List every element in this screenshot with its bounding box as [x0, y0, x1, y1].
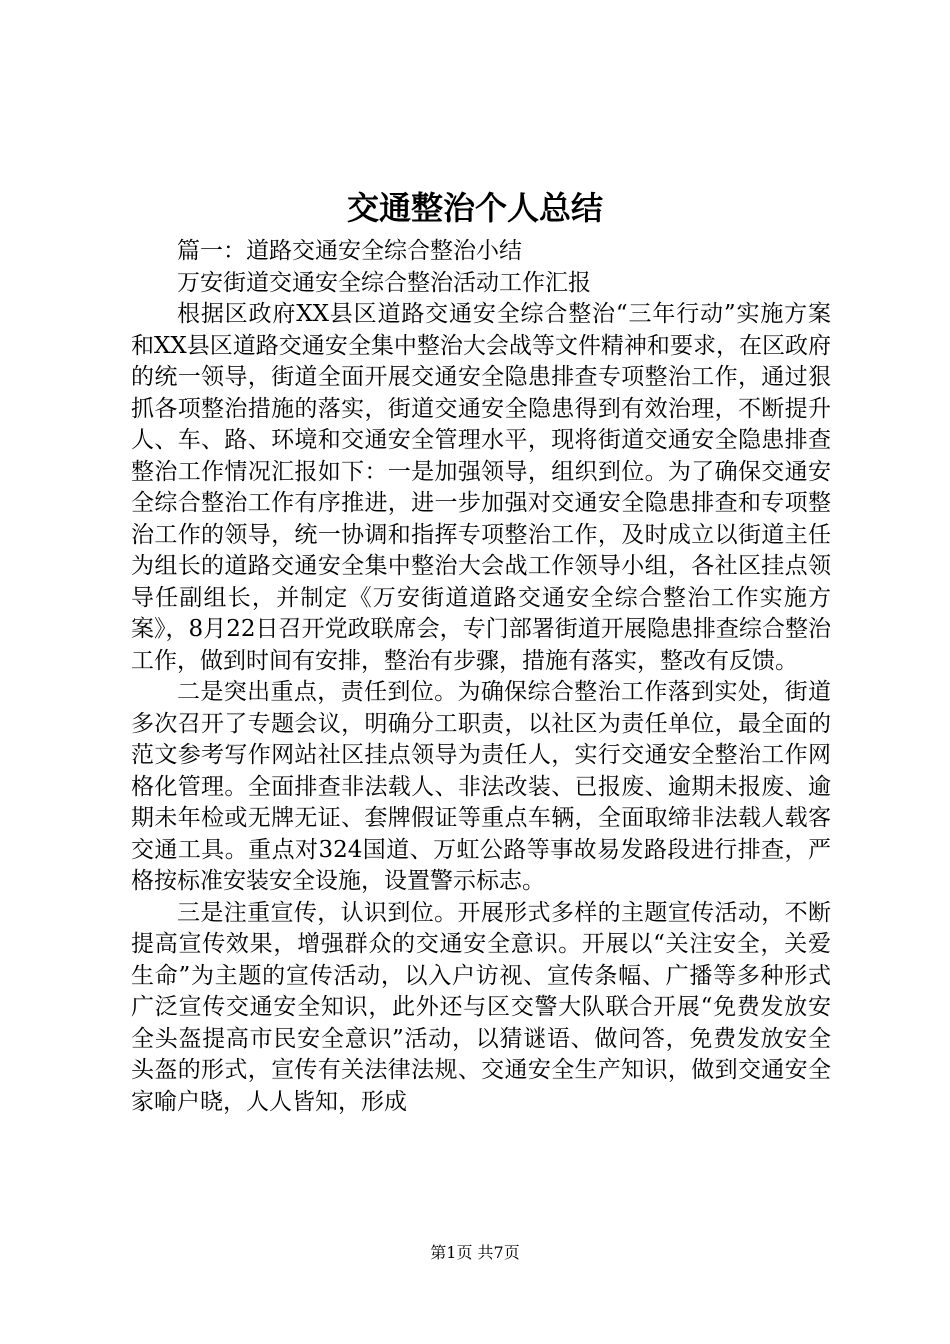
report-subtitle: 万安街道交通安全综合整治活动工作汇报: [177, 269, 591, 296]
page-number: 第1页 共7页: [430, 1243, 520, 1262]
paragraph-3: 三是注重宣传，认识到位。开展形式多样的主题宣传活动，不断提高宣传效果，增强群众的交通安全意识。开展以“关注安全，关爱生命”为主题的宣传活动，以入户访视、宣传条幅、广播等多种形式广泛宣传交通安全知识，此外还与区交警大队联合开展“免费发放安全头盔提高市民安全意识”活动，以猜谜语、做问答，免费发放安全头盔的形式，宣传有关法律法规、交通安全生产知识，做到交通安全家喻户晓，人人皆知，形成: [131, 899, 831, 1115]
paragraph-1: 根据区政府XX县区道路交通安全综合整治“三年行动”实施方案和XX县区道路交通安全集中整治大会战等文件精神和要求，在区政府的统一领导，街道全面开展交通安全隐患排查专项整治工作，通过狠抓各项整治措施的落实，街道交通安全隐患得到有效治理，不断提升人、车、路、环境和交通安全管理水平，现将街道交通安全隐患排查整治工作情况汇报如下：一是加强领导，组织到位。为了确保交通安全综合整治工作有序推进，进一步加强对交通安全隐患排查和专项整治工作的领导，统一协调和指挥专项整治工作，及时成立以街道主任为组长的道路交通安全集中整治大会战工作领导小组，各社区挂点领导任副组长，并制定《万安街道道路交通安全综合整治工作实施方案》，8月22日召开党政联席会，专门部署街道开展隐患排查综合整治工作，做到时间有安排，整治有步骤，措施有落实，整改有反馈。: [131, 301, 831, 674]
paragraph-2: 二是突出重点，责任到位。为确保综合整治工作落到实处，街道多次召开了专题会议，明确分工职责，以社区为责任单位，最全面的范文参考写作网站社区挂点领导为责任人，实行交通安全整治工作网格化管理。全面排查非法载人、非法改装、已报废、逾期未报废、逾期未年检或无牌无证、套牌假证等重点车辆，全面取缔非法载人载客交通工具。重点对324国道、万虹公路等事故易发路段进行排查，严格按标准安装安全设施，设置警示标志。: [131, 679, 831, 894]
section-heading: 篇一：道路交通安全综合整治小结: [177, 238, 522, 264]
document-title: 交通整治个人总结: [346, 189, 603, 227]
document-body: [131, 236, 831, 1118]
